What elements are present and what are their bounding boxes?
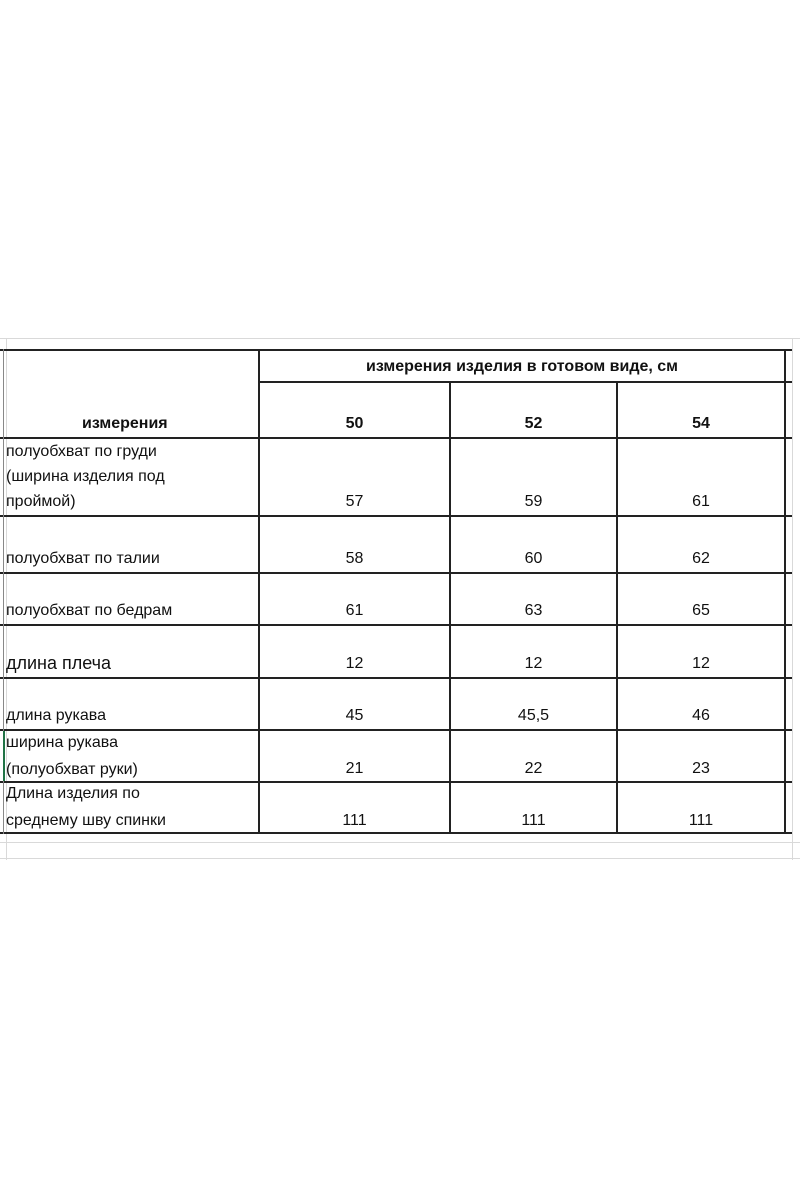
table-cell: 45 xyxy=(345,707,364,724)
table-cell: 12 xyxy=(692,655,710,672)
table-border xyxy=(0,572,792,574)
row-label-line: Длина изделия по xyxy=(6,785,140,802)
row-label-line: (полуобхват руки) xyxy=(6,761,138,778)
row-label-line: проймой) xyxy=(6,493,76,510)
table-cell: 23 xyxy=(692,760,710,777)
row-label xyxy=(6,782,256,833)
table-border xyxy=(784,349,786,834)
table-cell: 62 xyxy=(692,550,710,567)
table-cell: 111 xyxy=(688,812,714,829)
row-label-line: (ширина изделия под xyxy=(6,468,165,485)
row-label-line: ширина рукава xyxy=(6,734,118,751)
table-cell: 46 xyxy=(692,707,710,724)
size-header: 54 xyxy=(692,415,710,432)
table-cell: 58 xyxy=(345,550,364,567)
table-border xyxy=(0,349,792,351)
table-cell: 21 xyxy=(345,760,364,777)
table-cell: 22 xyxy=(524,760,543,777)
table-border xyxy=(258,381,792,383)
size-header: 50 xyxy=(345,415,364,432)
table-border xyxy=(0,437,792,439)
row-label: длина рукава xyxy=(6,707,106,724)
table-cell: 65 xyxy=(692,602,710,619)
row-label: полуобхват по бедрам xyxy=(6,602,173,619)
header-row-label: измерения xyxy=(82,415,168,432)
row-label xyxy=(6,440,256,514)
row-label-line: полуобхват по груди xyxy=(6,443,157,460)
header-group-title: измерения изделия в готовом виде, см xyxy=(365,358,679,375)
table-cell: 12 xyxy=(524,655,543,672)
table-cell: 63 xyxy=(524,602,543,619)
table-cell: 61 xyxy=(692,493,710,510)
table-border xyxy=(0,515,792,517)
row-label: длина плеча xyxy=(6,653,112,673)
row-label xyxy=(6,731,256,782)
cell-selection-marker xyxy=(3,731,5,781)
size-header: 52 xyxy=(524,415,543,432)
table-cell: 111 xyxy=(342,812,367,829)
table-cell: 60 xyxy=(524,550,543,567)
table-cell: 61 xyxy=(345,602,364,619)
table-cell: 111 xyxy=(521,812,546,829)
table-cell: 12 xyxy=(345,655,364,672)
table-cell: 59 xyxy=(524,493,543,510)
table-cell: 45,5 xyxy=(517,707,550,724)
row-label: полуобхват по талии xyxy=(6,550,160,567)
table-cell: 57 xyxy=(345,493,364,510)
table-border xyxy=(0,677,792,679)
table-border xyxy=(0,624,792,626)
row-label-line: среднему шву спинки xyxy=(6,812,166,829)
